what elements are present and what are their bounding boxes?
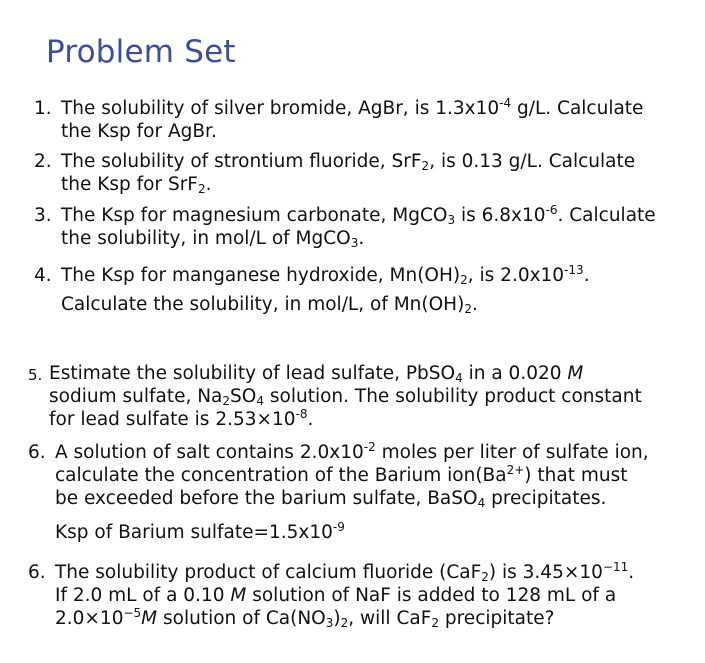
problem-5-line-1: Estimate the solubility of lead sulfate, PbSO$_4$ in a 0.020 M	[49, 363, 584, 385]
problem-6a-line-3: be exceeded before the barium sulfate, BaSO$_4$ precipitates.	[55, 488, 607, 510]
problem-2-line-2: the Ksp for SrF$_2$.	[61, 174, 212, 196]
problem-1-line-1: The solubility of silver bromide, AgBr, is $1.3x10^{-4}$ g/L. Calculate	[61, 96, 644, 119]
problem-3	[34, 204, 656, 250]
problem-2-line-1: The solubility of strontium fluoride, SrF$_2$, is 0.13 g/L. Calculate	[61, 151, 636, 173]
problem-3-line-1: The Ksp for magnesium carbonate, MgCO$_3$ is $6.8x10^{-6}$. Calculate	[61, 203, 656, 227]
problem-5-line-3: for lead sulfate is $2.53\times 10^{-8}$.	[49, 407, 314, 430]
problem-6a	[28, 441, 649, 544]
problem-4-line-1: The Ksp for manganese hydroxide, $Mn(OH)_2$, is $2.0x10^{-13}$.	[61, 263, 590, 287]
problem-5-line-2: sodium sulfate, $Na_2SO_4$ solution. The solubility product constant	[49, 386, 642, 408]
problem-2	[34, 150, 635, 196]
problem-number: 4.	[34, 265, 52, 286]
problem-number: 3.	[34, 205, 52, 226]
problem-number: 5.	[28, 366, 43, 384]
problem-4	[34, 261, 590, 319]
problem-6b	[28, 561, 634, 630]
problem-1	[34, 97, 643, 143]
problem-4-line-2: Calculate the solubility, in mol/L, of $Mn(OH)_2$.	[61, 294, 478, 316]
problem-number: 6.	[28, 562, 46, 583]
problem-number: 6.	[28, 442, 46, 463]
problem-6a-ksp-line: Ksp of Barium $sulfate=1.5x10^{-9}$	[55, 520, 345, 543]
problem-6b-line-3: $2.0\times 10^{-5}M$ solution of $Ca(NO_3)_2$, will CaF$_2$ precipitate?	[55, 606, 555, 630]
problem-5	[28, 362, 642, 431]
problem-6a-line-2: calculate the concentration of the Barium $ion(Ba^{2+})$ that must	[55, 463, 628, 486]
problem-1-line-2: the Ksp for AgBr.	[61, 121, 217, 142]
problem-number: 1.	[34, 98, 52, 119]
page-title: Problem Set	[46, 34, 236, 70]
problem-6b-line-1: The solubility product of calcium fluoride (CaF$_2$) is $3.45\times 10^{-11}$.	[55, 560, 635, 584]
problem-number: 2.	[34, 151, 52, 172]
problem-3-line-2: the solubility, in mol/L of MgCO$_3$.	[61, 228, 365, 250]
problem-6b-line-2: If 2.0 mL of a 0.10 M solution of NaF is added to 128 mL of a	[55, 585, 617, 606]
problem-6a-line-1: A solution of salt contains $2.0x10^{-2}$ moles per liter of sulfate ion,	[55, 440, 649, 463]
